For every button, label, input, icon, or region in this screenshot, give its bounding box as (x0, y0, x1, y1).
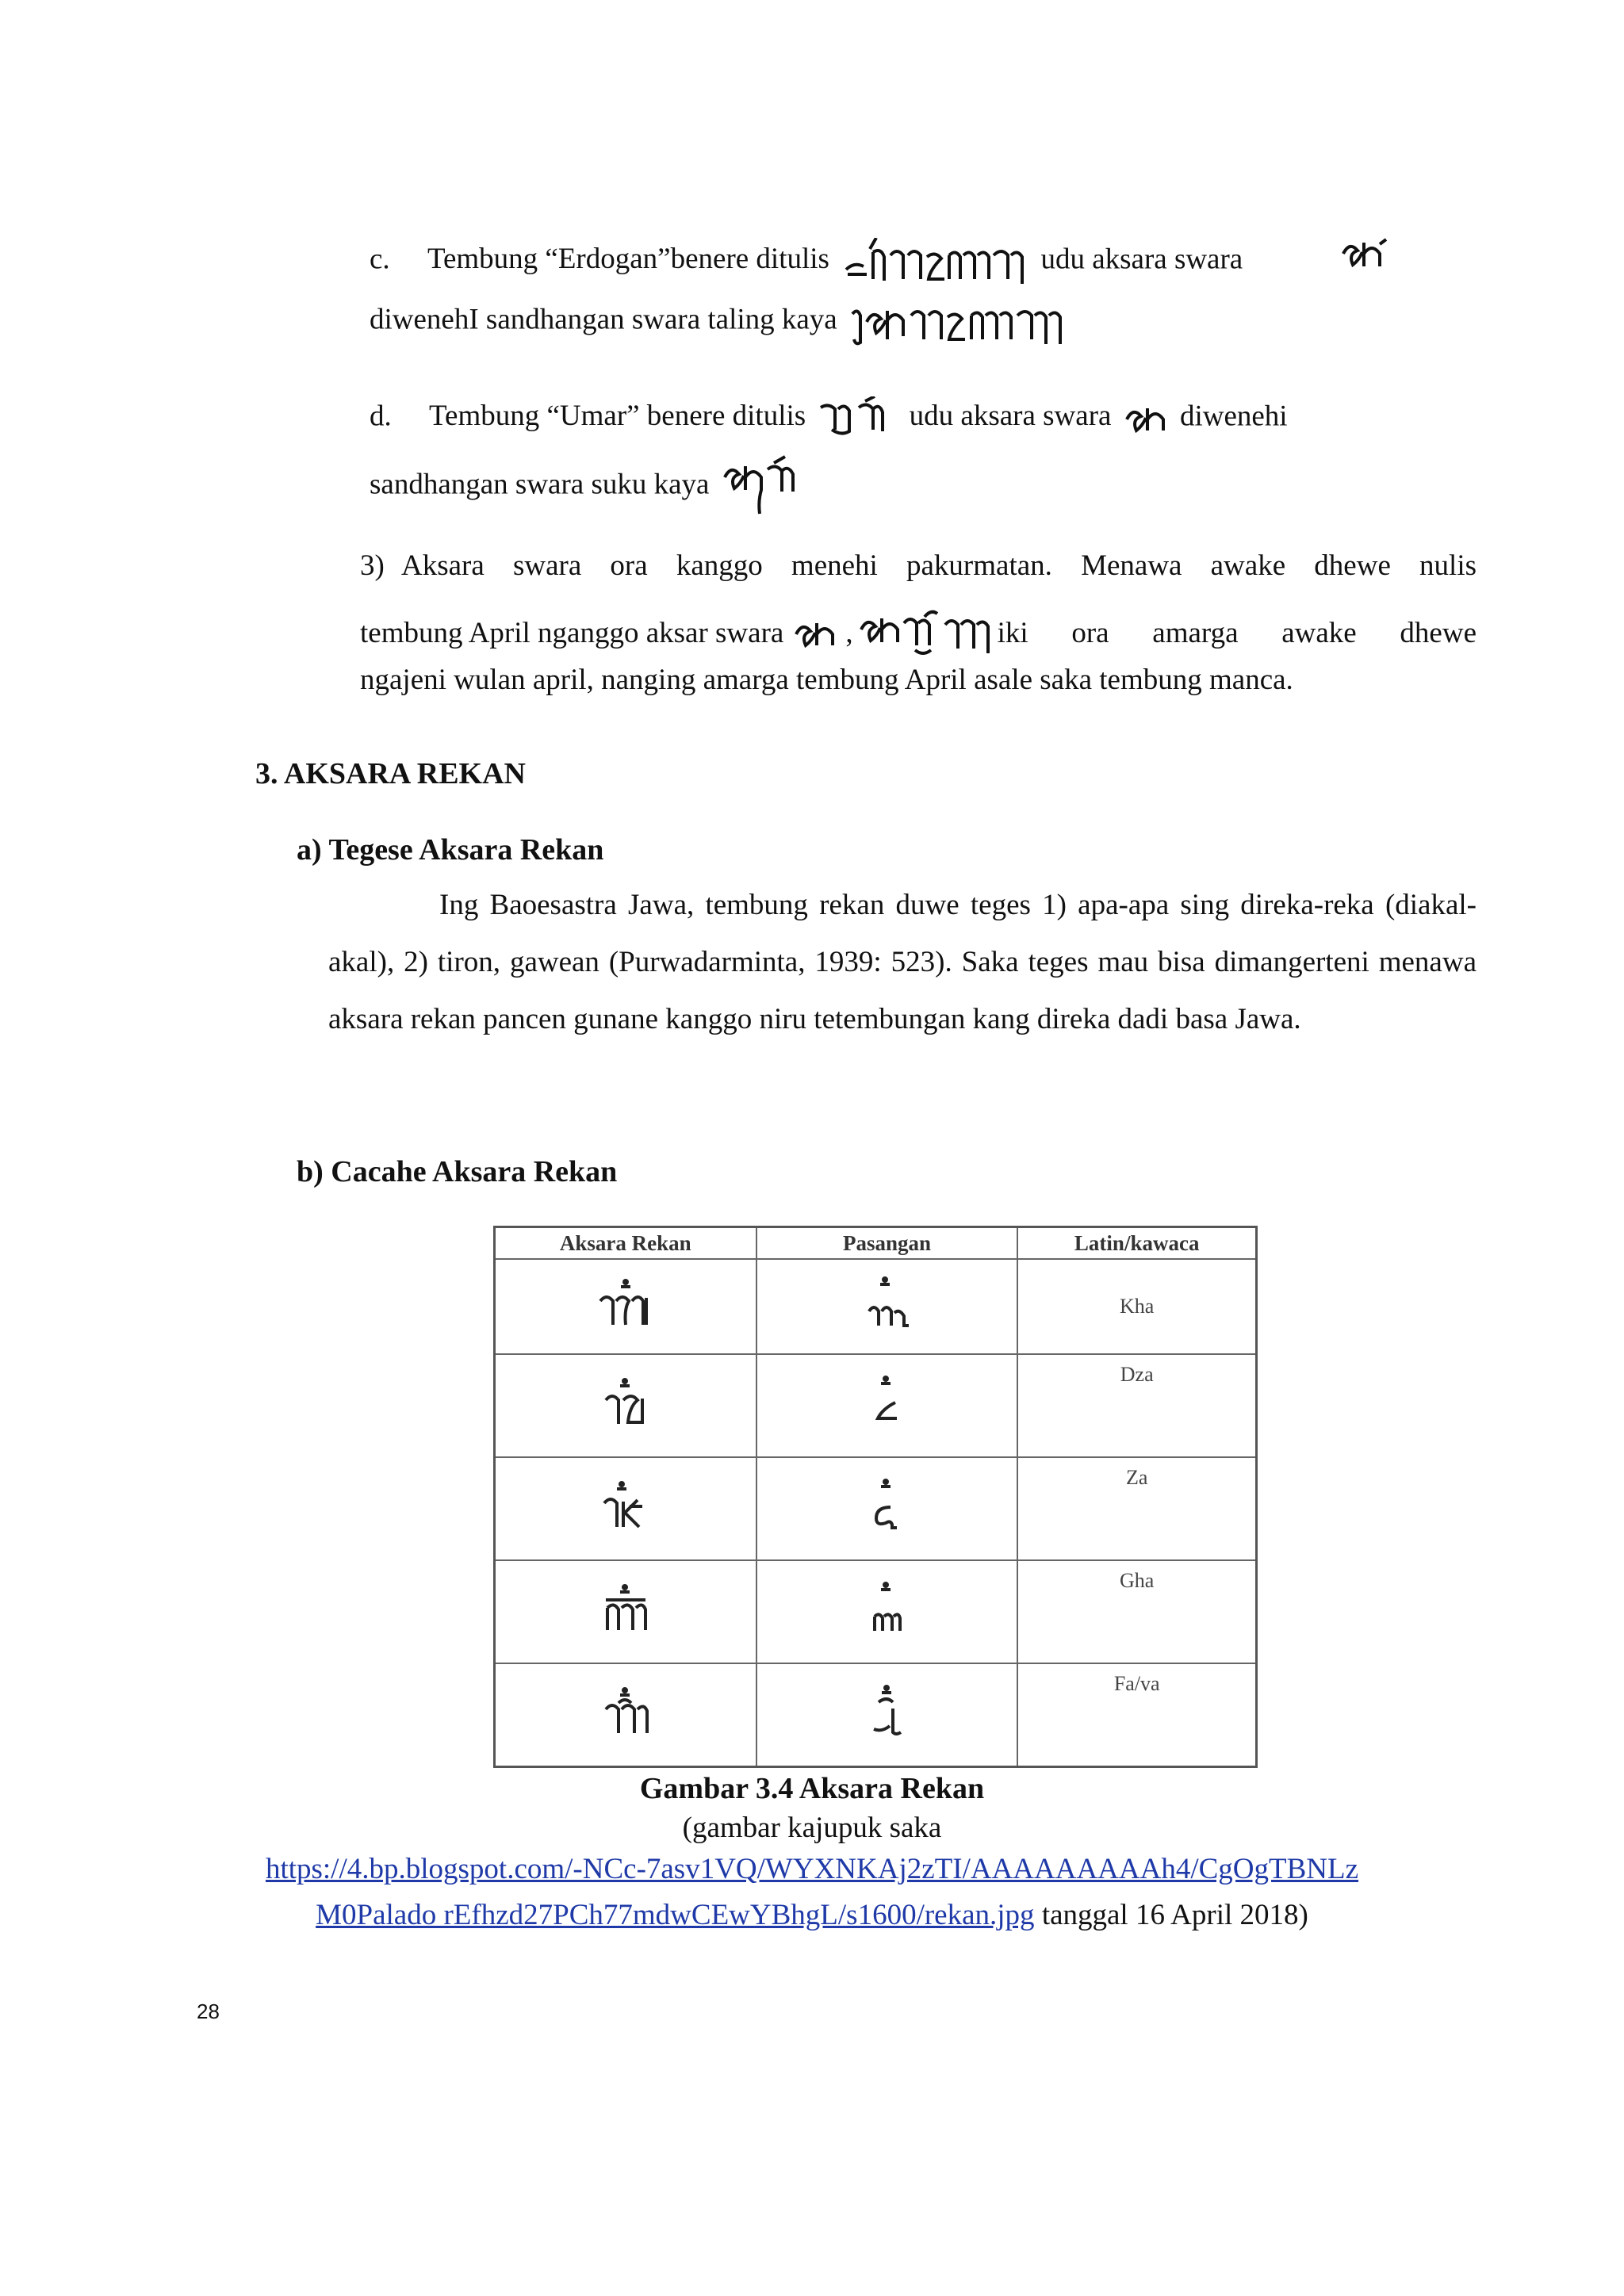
source-link-part1[interactable]: https://4.bp.blogspot.com/-NCc-7asv1VQ/WYXNKAj2zTI/AAAAAAAAAh4/CgOgTBNLz (265, 1853, 1359, 1885)
april-javanese-glyph (858, 606, 993, 661)
point3-line3: ngajeni wulan april, nanging amarga tembung April asale saka tembung manca. (360, 664, 1293, 696)
point3-line2a: tembung April nganggo aksar swara (360, 617, 784, 649)
erdogan-javanese-glyph (841, 238, 1028, 285)
header-aksara-rekan: Aksara Rekan (495, 1227, 756, 1260)
header-latin: Latin/kawaca (1017, 1227, 1256, 1260)
latin-fa: Fa/va (1017, 1663, 1256, 1767)
item-d-text2: udu aksara swara (909, 400, 1112, 433)
a-vowel-glyph-2 (1124, 402, 1168, 435)
point3-line2b: iki ora amarga awake dhewe (997, 617, 1477, 649)
point3-number: 3) (360, 549, 385, 582)
gha-glyph (495, 1560, 756, 1663)
item-d-text1: Tembung “Umar” benere ditulis (429, 400, 806, 433)
table-row (495, 1663, 1257, 1767)
figure-caption-title: Gambar 3.4 Aksara Rekan (639, 1772, 985, 1805)
aksara-rekan-table (493, 1226, 1258, 1768)
erdogan-taling-glyph (849, 298, 1079, 346)
a-vowel-glyph-1 (1340, 235, 1388, 275)
za-glyph (495, 1457, 756, 1560)
fa-glyph (495, 1663, 756, 1767)
figure-caption-tail: tanggal 16 April 2018) (1041, 1899, 1308, 1931)
item-c-text2: udu aksara swara (1040, 243, 1243, 276)
header-pasangan: Pasangan (756, 1227, 1018, 1260)
point3-line2: tembung April nganggo aksar swara , iki ora amarga awake dhewe (360, 606, 1477, 661)
figure-caption-line1: (gambar kajupuk saka (682, 1812, 942, 1844)
item-c-text3: diwenehI sandhangan swara taling kaya (370, 303, 837, 336)
source-link-part2[interactable]: M0Palado rEfhzd27PCh77mdwCEwYBhgL/s1600/rekan.jpg (316, 1899, 1035, 1931)
item-c-text1: Tembung “Erdogan”benere ditulis (427, 243, 829, 276)
za-pasangan-glyph (756, 1457, 1018, 1560)
table-header-row (495, 1227, 1257, 1260)
point3-line1-text: Aksara swara ora kanggo menehi pakurmatan. Menawa awake dhewe nulis (401, 549, 1477, 582)
figure-caption-url-line2 (0, 1898, 1624, 1932)
item-c-line2 (370, 298, 1084, 346)
subheading-b: b) Cacahe Aksara Rekan (297, 1155, 618, 1188)
table-row (495, 1259, 1257, 1354)
item-d-line2 (370, 455, 806, 519)
item-d-line1 (370, 396, 1288, 441)
umar-suku-glyph (722, 455, 801, 519)
latin-kha: Kha (1017, 1259, 1256, 1354)
table-row (495, 1457, 1257, 1560)
figure-caption-url-line (0, 1852, 1624, 1886)
item-d-text4: sandhangan swara suku kaya (370, 468, 710, 501)
latin-gha: Gha (1017, 1560, 1256, 1663)
subheading-a: a) Tegese Aksara Rekan (297, 833, 604, 867)
kha-glyph (495, 1259, 756, 1354)
section-heading: 3. AKSARA REKAN (255, 757, 526, 790)
april-glyph-a (793, 617, 841, 650)
umar-javanese-glyph (818, 396, 884, 441)
point3-line1 (360, 549, 385, 584)
paragraph-a: Ing Baoesastra Jawa, tembung rekan duwe teges 1) apa-apa sing direka-reka (diakal-akal), 2) tiron, gawean (Purwadarminta, 1939: 523). Saka teges mau bisa dimangerteni menawa aksara rekan pancen gunane kanggo niru tetembungan kang direka dadi basa Jawa. (328, 889, 1477, 1035)
table-row (495, 1354, 1257, 1457)
item-c-line1 (370, 238, 1243, 285)
item-d-text3: diwenehi (1179, 400, 1288, 433)
kha-pasangan-glyph (756, 1259, 1018, 1354)
dza-glyph (495, 1354, 756, 1457)
latin-dza: Dza (1017, 1354, 1256, 1457)
table-row (495, 1560, 1257, 1663)
latin-za: Za (1017, 1457, 1256, 1560)
gha-pasangan-glyph (756, 1560, 1018, 1663)
item-c-label: c. (370, 243, 390, 276)
page-number: 28 (197, 1999, 220, 2023)
item-d-label: d. (370, 400, 392, 433)
dza-pasangan-glyph (756, 1354, 1018, 1457)
fa-pasangan-glyph (756, 1663, 1018, 1767)
